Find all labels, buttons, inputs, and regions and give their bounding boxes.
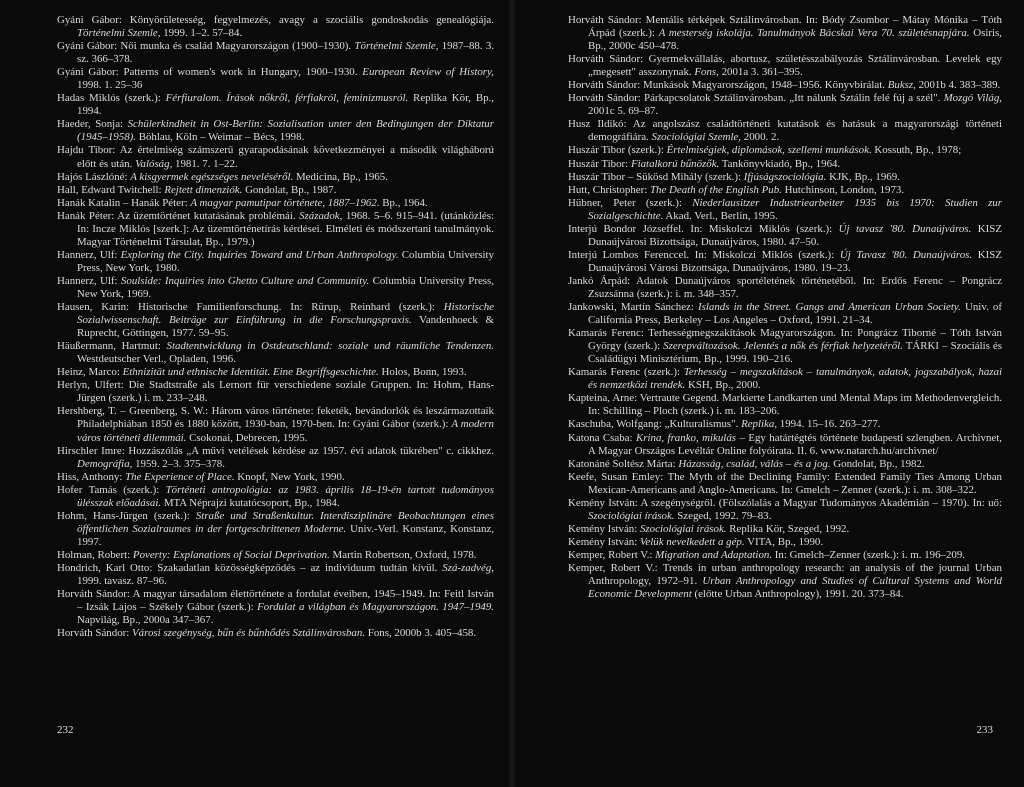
reference-entry <box>568 92 1002 118</box>
left-reference-list <box>57 14 494 640</box>
reference-title: Értelmiségiek, diplomások, szellemi munkások. <box>666 144 872 157</box>
reference-text: Gondolat, Bp., 1982. <box>830 457 925 470</box>
reference-text: Hiss, Anthony: <box>57 470 126 483</box>
reference-text: Hall, Edward Twitchell: <box>57 183 165 196</box>
reference-text: (előtte Urban Anthropology), 1991. 20. 373–84. <box>691 588 904 601</box>
reference-title: European Review of History, <box>362 66 494 79</box>
reference-entry <box>57 379 494 405</box>
reference-entry <box>57 627 494 640</box>
reference-entry <box>568 562 1002 601</box>
reference-text: TÁRKI – Szociális és Családügyi Minisztérium, Bp., 1999. 190–216. <box>588 340 1002 366</box>
reference-title: Rejtett dimenziók. <box>164 183 243 196</box>
reference-text: Heinz, Marco: <box>57 366 123 379</box>
reference-title: Velük nevelkedett a gép. <box>639 535 745 548</box>
reference-entry <box>568 497 1002 523</box>
reference-text: Hannerz, Ulf: <box>57 274 121 287</box>
reference-entry <box>57 405 494 444</box>
reference-entry <box>57 445 494 471</box>
reference-text: Huszár Tibor (szerk.): <box>568 144 667 157</box>
reference-text: Hajós Lászlóné: <box>57 170 131 183</box>
reference-title: Demográfia, <box>77 457 133 470</box>
reference-entry <box>57 118 494 144</box>
reference-entry <box>568 366 1002 392</box>
reference-text: Hajdu Tibor: Az értelmiség számszerű gyarapodásának következményei a második világháború előtt és után. <box>57 144 494 170</box>
reference-entry <box>57 510 494 549</box>
reference-text: 2001c 5. 69–87. <box>588 105 659 118</box>
reference-text: 2001b 4. 383–389. <box>915 79 1001 92</box>
reference-text: Kamarás Ferenc: Terhességmegszakítások Magyarországon. In: Pongrácz Tiborné – Tóth István György (szerk.): <box>568 327 1002 353</box>
reference-text: 2000. 2. <box>741 131 780 144</box>
reference-entry <box>568 171 1002 184</box>
reference-text: Hondrich, Karl Otto: Szakadatlan közösségképződés – az individuum tudtán kívül. <box>57 561 443 574</box>
reference-text: Replika Kör, Szeged, 1992. <box>726 522 850 535</box>
reference-title: Fiatalkorú bűnözők. <box>630 157 720 170</box>
reference-title: Fons, <box>694 66 719 79</box>
reference-entry <box>568 197 1002 223</box>
reference-entry <box>57 549 494 562</box>
reference-text: Jankó Árpád: Adatok Dunaújváros sportéletének történetéből. In: Erdős Ferenc – Pongrácz Zsuzsánna (szerk.): i. m. 348–357. <box>568 274 1002 300</box>
reference-text: MTA Néprajzi kutatócsoport, Bp., 1984. <box>161 496 340 509</box>
reference-text: Bp., 1964. <box>379 196 428 209</box>
reference-text: 1987–88. 3. sz. 366–378. <box>77 40 494 66</box>
reference-text: Kemény István: <box>568 522 640 535</box>
reference-text: Knopf, New York, 1990. <box>234 470 345 483</box>
reference-entry <box>568 327 1002 366</box>
reference-entry <box>57 471 494 484</box>
reference-title: Városi szegénység, bűn és bűnhődés Sztálinvárosban. <box>132 627 366 640</box>
reference-title: Replika, <box>741 418 778 431</box>
reference-text: 2001a 3. 361–395. <box>718 66 803 79</box>
reference-entry <box>568 249 1002 275</box>
reference-text: KISZ Dunaújvárosi Városi Bizottsága, Dunaújváros, 1980. 19–23. <box>588 248 1002 274</box>
right-page <box>518 0 1024 787</box>
reference-title: A modern város történeti dilemmái. <box>77 418 494 444</box>
reference-title: Századok, <box>299 209 343 222</box>
reference-title: Terhesség – megszakítások – tanulmányok, adatok, jogszabályok, hazai és nemzetközi trendek. <box>588 366 1002 392</box>
reference-title: Férfiuralom. Írások nőkről, férfiakról, feminizmusról. <box>165 92 409 105</box>
reference-entry <box>57 275 494 301</box>
reference-text: Hausen, Karin: Historische Familienforschung. In: Rürup, Reinhard (szerk.): <box>57 301 444 314</box>
reference-text: Hirschler Imre: Hozzászólás „A művi vetélések kérdése az 1957. évi adatok tükrében" c. cikkhez. <box>57 444 494 457</box>
reference-entry <box>568 549 1002 562</box>
reference-title: Fordulat a világban és Magyarországon. 1947–1949. <box>257 601 495 614</box>
reference-entry <box>568 275 1002 301</box>
reference-text: Katonáné Soltész Márta: <box>568 457 679 470</box>
reference-title: A magyar pamutipar története, 1887–1962. <box>190 196 380 209</box>
reference-title: Stadtentwicklung in Ostdeutschland: soziale und räumliche Tendenzen. <box>166 340 495 353</box>
reference-text: Gyáni Gábor: Könyörületesség, fegyelmezés, avagy a szociális gondoskodás genealógiája. <box>57 14 494 26</box>
reference-entry <box>57 197 494 210</box>
reference-entry <box>568 158 1002 171</box>
reference-entry <box>57 40 494 66</box>
reference-entry <box>568 301 1002 327</box>
reference-text: Hofer Tamás (szerk.): <box>57 483 166 496</box>
reference-text: Medicina, Bp., 1965. <box>293 170 388 183</box>
reference-title: Straße und Straßenkultur. Interdisziplinäre Beobachtungen eines öffentlichen Sozialraumes in der fortgeschrittenen Moderne. <box>77 509 494 535</box>
reference-entry <box>568 432 1002 458</box>
reference-title: Szerepváltozások. Jelentés a nők és férfiak helyzetéről. <box>663 340 903 353</box>
reference-text: Hutt, Christopher: <box>568 183 650 196</box>
reference-text: Haeder, Sonja: <box>57 118 128 131</box>
reference-title: Szá-zadvég, <box>442 561 494 574</box>
reference-text: Herlyn, Ulfert: Die Stadtstraße als Lernort für verschiedene soziale Gruppen. In: Hohm, Hans-Jürgen (szerk.) i. m. 233–248. <box>57 379 494 405</box>
reference-entry <box>568 458 1002 471</box>
reference-title: Krina, franko, mikulás <box>635 431 737 444</box>
reference-text: Huszár Tibor – Sükösd Mihály (szerk.): <box>568 170 744 183</box>
reference-title: Ifjúságszociológia. <box>743 170 827 183</box>
reference-text: 1981. 7. 1–22. <box>172 157 238 170</box>
reference-text: Hadas Miklós (szerk.): <box>57 92 166 105</box>
reference-text: Holman, Robert: <box>57 548 133 561</box>
reference-title: Exploring the City. Inquiries Toward and Urban Anthropology. <box>120 248 399 261</box>
reference-text: Hannerz, Ulf: <box>57 248 121 261</box>
reference-entry <box>57 562 494 588</box>
reference-text: 1999. 1–2. 57–84. <box>160 27 243 40</box>
reference-entry <box>568 184 1002 197</box>
reference-text: Horváth Sándor: A magyar társadalom élettörténete a fordulat éveiben, 1945–1949. In: Feitl István – Izsák Lajos – Székely Gábor (szerk.): <box>57 588 494 614</box>
reference-text: Kemper, Robert V.: Trends in urban anthropology research: an analysis of the journal Urban Anthropology, 1972–91. <box>568 561 1002 588</box>
reference-entry <box>57 92 494 118</box>
reference-title: Új Tavasz '80. Dunaújváros. <box>839 248 973 261</box>
reference-text: Univ. of California Press, Berkeley – Los Angeles – Oxford, 1991. 21–34. <box>588 301 1002 327</box>
reference-text: Huszár Tibor: <box>568 157 631 170</box>
reference-title: Mozgó Világ, <box>943 92 1002 105</box>
reference-text: Gondolat, Bp., 1987. <box>242 183 337 196</box>
reference-title: Szociológiai írások. <box>639 522 727 535</box>
left-page <box>0 0 506 787</box>
reference-entry <box>568 14 1002 53</box>
reference-text: Tankönyvkiadó, Bp., 1964. <box>719 157 841 170</box>
reference-text: Napvilág, Bp., 2000a 347–367. <box>77 614 214 627</box>
reference-title: The Experience of Place. <box>125 470 235 483</box>
reference-entry <box>57 366 494 379</box>
page-number-right: 233 <box>976 724 993 736</box>
reference-title: Niederlausitzer Industriearbeiter 1935 bis 1970: Studien zur Sozialgeschichte. <box>588 196 1002 222</box>
reference-text: Columbia University Press, New York, 1980. <box>77 248 494 274</box>
reference-entry <box>568 79 1002 92</box>
reference-text: Fons, 2000b 3. 405–458. <box>365 627 477 640</box>
reference-title: Buksz, <box>887 79 916 92</box>
reference-text: Horváth Sándor: <box>57 627 133 640</box>
reference-text: Holos, Bonn, 1993. <box>378 366 467 379</box>
reference-text: Osiris, Bp., 2000c 450–478. <box>588 27 1002 53</box>
reference-text: Horváth Sándor: Mentális térképek Sztálinvárosban. In: Bódy Zsombor – Mátay Mónika – Tóth Árpád (szerk.): <box>568 14 1002 40</box>
reference-entry <box>57 14 494 40</box>
reference-entry <box>568 223 1002 249</box>
reference-title: Szociológiai Szemle, <box>651 131 742 144</box>
reference-text: Hutchinson, London, 1973. <box>781 183 905 196</box>
reference-title: Történelmi Szemle, <box>354 40 439 53</box>
reference-text: Interjú Bondor Józseffel. In: Miskolczi Miklós (szerk.): <box>568 222 839 235</box>
reference-entry <box>57 301 494 340</box>
reference-title: Szociológiai írások. <box>588 509 675 522</box>
reference-entry <box>57 210 494 249</box>
reference-entry <box>568 536 1002 549</box>
reference-text: 1998. 1. 25–36 <box>77 79 143 92</box>
reference-text: Jankowski, Martín Sánchez: <box>568 301 699 314</box>
reference-text: 1999. tavasz. 87–96. <box>77 575 167 588</box>
reference-title: A mesterség iskolája. Tanulmányok Bácskai Vera 70. születésnapjára. <box>658 27 970 40</box>
reference-title: Islands in the Street. Gangs and American Urban Society. <box>698 301 961 314</box>
reference-entry <box>57 171 494 184</box>
reference-text: Gyáni Gábor: Patterns of women's work in Hungary, 1900–1930. <box>57 66 363 79</box>
reference-text: Columbia University Press, New York, 1969. <box>77 274 494 300</box>
reference-entry <box>568 523 1002 536</box>
reference-text: Kossuth, Bp., 1978; <box>871 144 962 157</box>
reference-text: VITA, Bp., 1990. <box>744 535 824 548</box>
reference-text: Häußermann, Hartmut: <box>57 340 167 353</box>
reference-entry <box>568 418 1002 431</box>
reference-entry <box>568 118 1002 144</box>
reference-text: Husz Ildikó: Az angolszász családtörténeti kutatások és hatásuk a magyarországi történeti demográfiára. <box>568 118 1002 144</box>
reference-title: Schülerkindheit in Ost-Berlin: Sozialisation unter den Bedingungen der Diktatur (1945–1958). <box>77 118 494 144</box>
reference-entry <box>57 184 494 197</box>
reference-text: Hübner, Peter (szerk.): <box>568 196 693 209</box>
reference-text: Horváth Sándor: Munkások Magyarországon, 1948–1956. Könyvbírálat. <box>568 79 888 92</box>
reference-entry <box>568 392 1002 418</box>
reference-title: The Death of the English Pub. <box>649 183 782 196</box>
reference-text: Gyáni Gábor: Női munka és család Magyarországon (1900–1930). <box>57 40 355 53</box>
reference-text: Katona Csaba: <box>568 431 636 444</box>
reference-text: Szeged, 1992. 79–83. <box>674 509 772 522</box>
reference-title: Poverty: Explanations of Social Deprivation. <box>132 548 330 561</box>
reference-text: Kaschuba, Wolfgang: „Kulturalismus". <box>568 418 742 431</box>
reference-text: Vandenhoeck & Ruprecht, Göttingen, 1977. 59–95. <box>77 314 494 340</box>
reference-text: Hanák Péter: Az üzemtörténet kutatásának problémái. <box>57 209 300 222</box>
reference-text: Böhlau, Köln – Weimar – Bécs, 1998. <box>135 131 305 144</box>
reference-text: Csokonai, Debrecen, 1995. <box>186 431 308 444</box>
reference-text: KSH, Bp., 2000. <box>685 379 761 392</box>
reference-text: Univ.-Verl. Konstanz, Konstanz, 1997. <box>77 522 494 548</box>
reference-text: Replika Kör, Bp., 1994. <box>77 92 494 118</box>
reference-text: 1959. 2–3. 375–378. <box>132 457 225 470</box>
reference-text: Hershberg, T. – Greenberg, S. W.: Három város története: feketék, bevándorlók és leszármazottaik Philadelphiában 1850 és 1880 között, 1930-ban, 1970-ben. In: Gyáni Gábor (szerk.): <box>57 405 494 431</box>
reference-title: Új tavasz '80. Dunaújváros. <box>838 222 972 235</box>
reference-text: Westdeutscher Verl., Opladen, 1996. <box>77 353 236 366</box>
reference-entry <box>568 144 1002 157</box>
book-gutter <box>506 0 518 787</box>
reference-text: Keefe, Susan Emley: The Myth of the Declining Family: Extended Family Ties Among Urban Mexican-Americans and Anglo-Americans. In: Gmelch – Zenner (szerk.): i. m. 308–322. <box>568 470 1002 496</box>
reference-text: Hohm, Hans-Jürgen (szerk.): <box>57 509 196 522</box>
reference-title: Történelmi Szemle, <box>77 27 161 40</box>
reference-text: – Egy határtégtés története budapesti szlengben. Archivnet, A Magyar Országos Levéltár Online folyóirata. II. 6. www.natarch.hu/archivnet/ <box>588 431 1002 457</box>
reference-text: Kemper, Robert V.: <box>568 548 656 561</box>
reference-text: Martin Robertson, Oxford, 1978. <box>329 548 477 561</box>
reference-text: Horváth Sándor: Gyermekvállalás, abortusz, születésszabályozás Sztálinvárosban. Levelek egy „megesett" asszonynak. <box>568 53 1002 79</box>
reference-text: Kemény István: A szegénységről. (Fölszólalás a Magyar Tudományos Akadémián – 1970). In: uő: <box>568 496 1002 509</box>
reference-entry <box>57 249 494 275</box>
reference-entry <box>568 471 1002 497</box>
reference-entry <box>57 588 494 627</box>
reference-entry <box>568 53 1002 79</box>
reference-title: Soulside: Inquiries into Ghetto Culture and Community. <box>120 274 370 287</box>
reference-entry <box>57 144 494 170</box>
reference-title: Ethnizität und ethnische Identität. Eine Begriffsgeschichte. <box>122 366 379 379</box>
reference-title: Migration and Adaptation. <box>655 548 773 561</box>
reference-title: Historische Sozialwissenschaft. Beiträge zur Einführung in die Forschungspraxis. <box>77 301 494 327</box>
reference-entry <box>57 484 494 510</box>
reference-text: Kapteina, Arne: Vertraute Gegend. Markierte Landkarten und Mental Maps im Methodenvergleich. In: Schilling – Ploch (szerk.) i. m. 183–206. <box>568 392 1002 418</box>
reference-title: Történeti antropológia: az 1983. április 18–19-én tartott tudományos ülésszak előadásai. <box>77 483 494 509</box>
reference-title: Urban Anthropology and Studies of Cultural Systems and World Economic Development <box>588 575 1002 601</box>
reference-text: 1994. 15–16. 263–277. <box>777 418 881 431</box>
page-number-left: 232 <box>57 724 74 736</box>
reference-title: A kisgyermek egészséges neveléséről. <box>130 170 294 183</box>
reference-text: Kamarás Ferenc (szerk.): <box>568 366 684 379</box>
reference-entry <box>57 66 494 92</box>
reference-text: Kemény István: <box>568 535 640 548</box>
reference-text: KJK, Bp., 1969. <box>826 170 900 183</box>
right-reference-list <box>568 14 1002 601</box>
reference-text: 1968. 5–6. 915–941. (utánközlés: In: Incze Miklós [szerk.]: Az üzemtörténetírás kérdései. Elméleti és módszertani tanulmányok. Magyar Történelmi Társulat, Bp., 1979.) <box>77 209 494 248</box>
reference-text: Hanák Katalin – Hanák Péter: <box>57 196 191 209</box>
reference-title: Házasság, család, válás – és a jog. <box>678 457 831 470</box>
reference-text: KISZ Dunaújvárosi Bizottsága, Dunaújváros, 1980. 47–50. <box>588 222 1002 248</box>
reference-text: Interjú Lombos Ferenccel. In: Miskolczi Miklós (szerk.): <box>568 248 840 261</box>
reference-entry <box>57 340 494 366</box>
reference-title: Valóság, <box>135 157 173 170</box>
reference-text: Horváth Sándor: Párkapcsolatok Sztálinvárosban. „Itt nálunk Sztálin felé fúj a szél". <box>568 92 944 105</box>
reference-text: Akad. Verl., Berlin, 1995. <box>663 209 778 222</box>
reference-text: In: Gmelch–Zenner (szerk.): i. m. 196–209. <box>772 548 966 561</box>
